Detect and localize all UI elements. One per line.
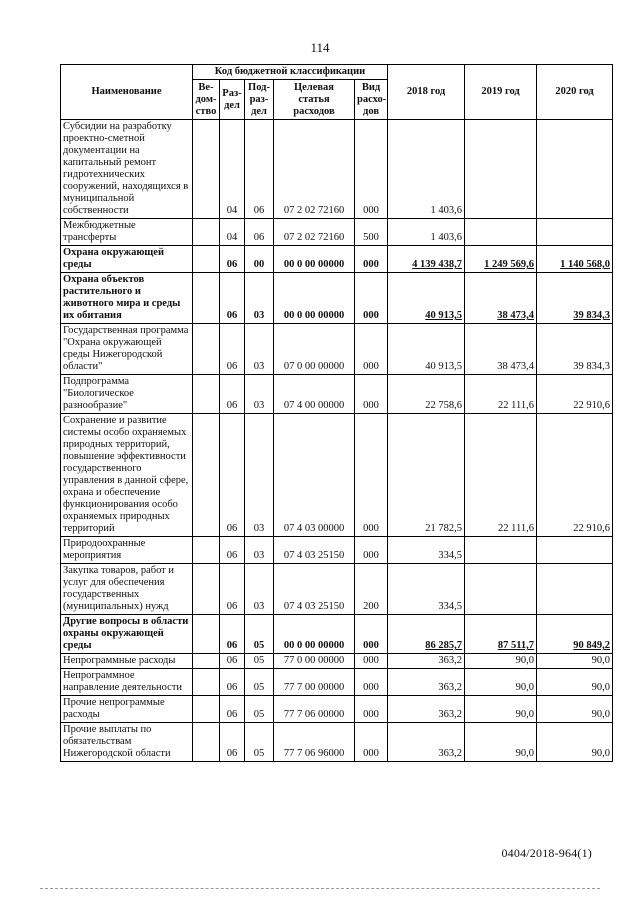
row-expense-type: 000 bbox=[355, 120, 388, 219]
row-name: Природоохранные мероприятия bbox=[61, 537, 193, 564]
row-subsection: 06 bbox=[245, 219, 274, 246]
row-expense-type: 000 bbox=[355, 246, 388, 273]
row-value-2019 bbox=[465, 537, 537, 564]
row-section: 06 bbox=[220, 669, 245, 696]
row-target-article: 07 4 03 25150 bbox=[274, 564, 355, 615]
row-target-article: 07 0 00 00000 bbox=[274, 324, 355, 375]
budget-table-container bbox=[60, 64, 613, 762]
table-row bbox=[61, 324, 613, 375]
row-name: Другие вопросы в области охраны окружающей среды bbox=[61, 615, 193, 654]
row-value-2019: 87 511,7 bbox=[465, 615, 537, 654]
row-value-2020: 39 834,3 bbox=[537, 324, 613, 375]
row-expense-type: 000 bbox=[355, 696, 388, 723]
row-department bbox=[193, 414, 220, 537]
row-department bbox=[193, 246, 220, 273]
row-section: 06 bbox=[220, 564, 245, 615]
row-expense-type: 000 bbox=[355, 669, 388, 696]
row-value-2019: 90,0 bbox=[465, 669, 537, 696]
row-value-2018: 334,5 bbox=[388, 537, 465, 564]
row-value-2019 bbox=[465, 219, 537, 246]
row-value-2020: 90,0 bbox=[537, 669, 613, 696]
row-target-article: 77 7 06 00000 bbox=[274, 696, 355, 723]
row-value-2019: 90,0 bbox=[465, 654, 537, 669]
table-row bbox=[61, 615, 613, 654]
header-2018: 2018 год bbox=[388, 65, 465, 120]
row-value-2018: 1 403,6 bbox=[388, 219, 465, 246]
table-row bbox=[61, 273, 613, 324]
row-department bbox=[193, 654, 220, 669]
table-row bbox=[61, 696, 613, 723]
row-subsection: 03 bbox=[245, 324, 274, 375]
row-expense-type: 000 bbox=[355, 537, 388, 564]
row-subsection: 06 bbox=[245, 120, 274, 219]
row-value-2020: 90,0 bbox=[537, 723, 613, 762]
page-number: 114 bbox=[310, 40, 330, 55]
header-classification-group: Код бюджетной классификации bbox=[193, 65, 388, 80]
row-value-2020 bbox=[537, 219, 613, 246]
row-value-2020: 39 834,3 bbox=[537, 273, 613, 324]
row-value-2020 bbox=[537, 120, 613, 219]
row-expense-type: 200 bbox=[355, 564, 388, 615]
row-value-2020: 90 849,2 bbox=[537, 615, 613, 654]
row-department bbox=[193, 219, 220, 246]
row-subsection: 03 bbox=[245, 273, 274, 324]
row-name: Прочие непрограммые расходы bbox=[61, 696, 193, 723]
row-value-2019: 1 249 569,6 bbox=[465, 246, 537, 273]
row-department bbox=[193, 273, 220, 324]
row-name: Государственная программа "Охрана окружающей среды Нижегородской области" bbox=[61, 324, 193, 375]
row-subsection: 05 bbox=[245, 654, 274, 669]
row-name: Прочие выплаты по обязательствам Нижегородской области bbox=[61, 723, 193, 762]
row-value-2020 bbox=[537, 537, 613, 564]
table-row bbox=[61, 654, 613, 669]
row-expense-type: 000 bbox=[355, 654, 388, 669]
row-name: Подпрограмма "Биологическое разнообразие" bbox=[61, 375, 193, 414]
row-value-2019: 22 111,6 bbox=[465, 375, 537, 414]
row-section: 06 bbox=[220, 273, 245, 324]
row-value-2019: 38 473,4 bbox=[465, 324, 537, 375]
row-value-2020: 90,0 bbox=[537, 696, 613, 723]
row-section: 06 bbox=[220, 615, 245, 654]
row-subsection: 05 bbox=[245, 723, 274, 762]
row-department bbox=[193, 723, 220, 762]
row-name: Охрана окружающей среды bbox=[61, 246, 193, 273]
table-body bbox=[61, 120, 613, 762]
row-value-2018: 1 403,6 bbox=[388, 120, 465, 219]
row-target-article: 07 4 03 25150 bbox=[274, 537, 355, 564]
table-row bbox=[61, 246, 613, 273]
header-2019: 2019 год bbox=[465, 65, 537, 120]
row-section: 06 bbox=[220, 696, 245, 723]
row-section: 06 bbox=[220, 654, 245, 669]
row-value-2018: 21 782,5 bbox=[388, 414, 465, 537]
row-subsection: 03 bbox=[245, 564, 274, 615]
row-value-2019 bbox=[465, 120, 537, 219]
row-subsection: 03 bbox=[245, 414, 274, 537]
row-department bbox=[193, 696, 220, 723]
row-value-2018: 22 758,6 bbox=[388, 375, 465, 414]
row-target-article: 00 0 00 00000 bbox=[274, 246, 355, 273]
header-target-article: Целевая статья расходов bbox=[274, 80, 355, 120]
row-subsection: 05 bbox=[245, 615, 274, 654]
header-2020: 2020 год bbox=[537, 65, 613, 120]
row-value-2020: 90,0 bbox=[537, 654, 613, 669]
page-divider bbox=[40, 888, 600, 889]
row-value-2018: 86 285,7 bbox=[388, 615, 465, 654]
row-target-article: 00 0 00 00000 bbox=[274, 615, 355, 654]
row-subsection: 00 bbox=[245, 246, 274, 273]
row-department bbox=[193, 324, 220, 375]
row-value-2019 bbox=[465, 564, 537, 615]
row-target-article: 77 7 00 00000 bbox=[274, 669, 355, 696]
row-value-2018: 363,2 bbox=[388, 696, 465, 723]
table-row bbox=[61, 219, 613, 246]
table-row bbox=[61, 537, 613, 564]
row-subsection: 05 bbox=[245, 696, 274, 723]
row-target-article: 77 0 00 00000 bbox=[274, 654, 355, 669]
row-value-2020: 1 140 568,0 bbox=[537, 246, 613, 273]
row-department bbox=[193, 120, 220, 219]
row-expense-type: 000 bbox=[355, 273, 388, 324]
row-value-2018: 363,2 bbox=[388, 654, 465, 669]
row-name: Субсидии на разработку проектно-сметной документации на капитальный ремонт гидротехнических сооружений, находящихся в муниципальной собственности bbox=[61, 120, 193, 219]
row-value-2018: 363,2 bbox=[388, 669, 465, 696]
row-value-2020: 22 910,6 bbox=[537, 375, 613, 414]
row-value-2019: 90,0 bbox=[465, 696, 537, 723]
row-department bbox=[193, 615, 220, 654]
row-value-2019: 38 473,4 bbox=[465, 273, 537, 324]
row-subsection: 05 bbox=[245, 669, 274, 696]
row-department bbox=[193, 669, 220, 696]
table-row bbox=[61, 564, 613, 615]
table-row bbox=[61, 723, 613, 762]
row-department bbox=[193, 564, 220, 615]
row-name: Закупка товаров, работ и услуг для обеспечения государственных (муниципальных) нужд bbox=[61, 564, 193, 615]
header-vedomstvo: Ве- дом- ство bbox=[193, 80, 220, 120]
header-podrazdel: Под- раз- дел bbox=[245, 80, 274, 120]
row-value-2019: 90,0 bbox=[465, 723, 537, 762]
row-name: Сохранение и развитие системы особо охраняемых природных территорий, повышение эффективности государственного управления в данной сфере, охрана и обеспечение функционирования особо охраняемых природных территорий bbox=[61, 414, 193, 537]
document-code: 0404/2018-964(1) bbox=[501, 846, 592, 860]
row-target-article: 07 2 02 72160 bbox=[274, 219, 355, 246]
row-subsection: 03 bbox=[245, 537, 274, 564]
row-name: Охрана объектов растительного и животного мира и среды их обитания bbox=[61, 273, 193, 324]
row-section: 06 bbox=[220, 324, 245, 375]
row-value-2018: 334,5 bbox=[388, 564, 465, 615]
row-section: 06 bbox=[220, 246, 245, 273]
header-name: Наименование bbox=[61, 65, 193, 120]
row-section: 06 bbox=[220, 723, 245, 762]
row-expense-type: 000 bbox=[355, 414, 388, 537]
row-expense-type: 500 bbox=[355, 219, 388, 246]
header-expense-type: Вид расхо- дов bbox=[355, 80, 388, 120]
row-target-article: 07 2 02 72160 bbox=[274, 120, 355, 219]
row-expense-type: 000 bbox=[355, 723, 388, 762]
row-name: Межбюджетные трансферты bbox=[61, 219, 193, 246]
row-section: 06 bbox=[220, 537, 245, 564]
row-expense-type: 000 bbox=[355, 375, 388, 414]
row-name: Непрограммное направление деятельности bbox=[61, 669, 193, 696]
table-row bbox=[61, 120, 613, 219]
table-row bbox=[61, 375, 613, 414]
row-value-2018: 4 139 438,7 bbox=[388, 246, 465, 273]
row-section: 06 bbox=[220, 375, 245, 414]
row-value-2018: 40 913,5 bbox=[388, 273, 465, 324]
row-department bbox=[193, 375, 220, 414]
row-value-2019: 22 111,6 bbox=[465, 414, 537, 537]
header-razdel: Раз- дел bbox=[220, 80, 245, 120]
row-department bbox=[193, 537, 220, 564]
budget-table bbox=[60, 64, 613, 762]
table-row bbox=[61, 669, 613, 696]
table-row bbox=[61, 414, 613, 537]
row-target-article: 07 4 03 00000 bbox=[274, 414, 355, 537]
row-target-article: 77 7 06 96000 bbox=[274, 723, 355, 762]
row-value-2020: 22 910,6 bbox=[537, 414, 613, 537]
row-expense-type: 000 bbox=[355, 615, 388, 654]
row-name: Непрограммные расходы bbox=[61, 654, 193, 669]
row-section: 04 bbox=[220, 219, 245, 246]
row-section: 04 bbox=[220, 120, 245, 219]
row-subsection: 03 bbox=[245, 375, 274, 414]
row-value-2020 bbox=[537, 564, 613, 615]
row-value-2018: 40 913,5 bbox=[388, 324, 465, 375]
row-target-article: 00 0 00 00000 bbox=[274, 273, 355, 324]
row-expense-type: 000 bbox=[355, 324, 388, 375]
row-value-2018: 363,2 bbox=[388, 723, 465, 762]
row-section: 06 bbox=[220, 414, 245, 537]
row-target-article: 07 4 00 00000 bbox=[274, 375, 355, 414]
